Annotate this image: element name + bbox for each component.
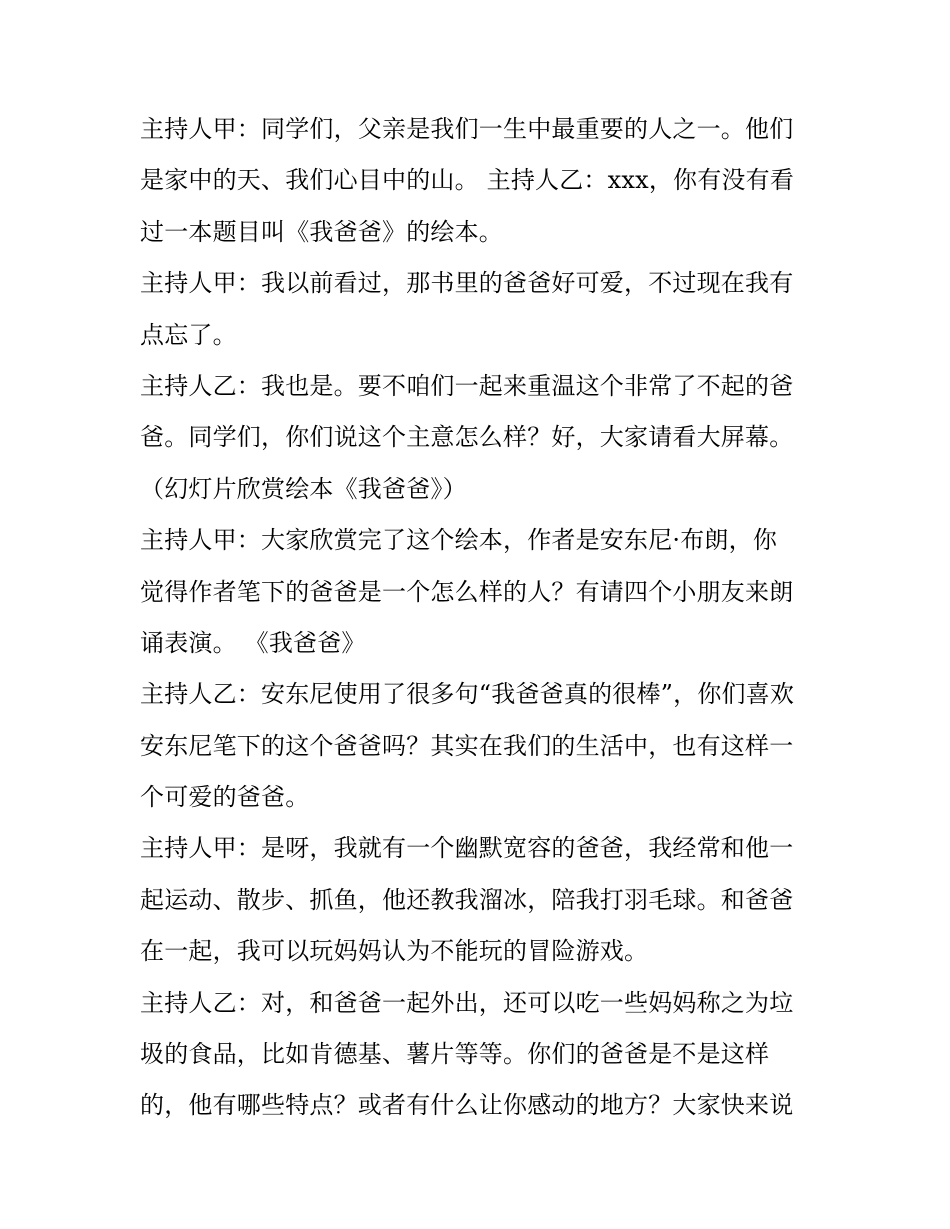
text-line: 安东尼笔下的这个爸爸吗？其实在我们的生活中，也有这样一 [140, 731, 794, 760]
text-line: 爸。同学们，你们说这个主意怎么样？好，大家请看大屏幕。 [140, 423, 794, 452]
text-line: 觉得作者笔下的爸爸是一个怎么样的人？有请四个小朋友来朗 [140, 577, 794, 606]
text-line: 诵表演。 《我爸爸》 [140, 628, 366, 657]
text-line: 主持人甲：同学们，父亲是我们一生中最重要的人之一。他们 [140, 115, 794, 143]
text-line: 圾的食品，比如肯德基、薯片等等。你们的爸爸是不是这样 [140, 1040, 770, 1069]
text-line: 个可爱的爸爸。 [140, 783, 310, 812]
text-line: 过一本题目叫《我爸爸》的绘本。 [140, 217, 503, 246]
text-line: 主持人乙：安东尼使用了很多句“我爸爸真的很棒”，你们喜欢 [140, 680, 795, 709]
text-line: 的，他有哪些特点？或者有什么让你感动的地方？大家快来说 [140, 1091, 794, 1120]
text-line: 是家中的天、我们心目中的山。 主持人乙：xxx，你有没有看 [140, 166, 795, 195]
text-line: （幻灯片欣赏绘本《我爸爸》） [140, 474, 467, 503]
document-body [140, 104, 820, 1132]
text-line: 主持人甲：我以前看过，那书里的爸爸好可爱，不过现在我有 [140, 269, 794, 298]
text-line: 起运动、散步、抓鱼，他还教我溜冰，陪我打羽毛球。和爸爸 [140, 885, 794, 914]
text-line: 主持人乙：我也是。要不咱们一起来重温这个非常了不起的爸 [140, 371, 794, 400]
text-line: 主持人乙：对，和爸爸一起外出，还可以吃一些妈妈称之为垃 [140, 988, 794, 1017]
text-line: 主持人甲：大家欣赏完了这个绘本，作者是安东尼·布朗，你 [140, 526, 778, 555]
text-line: 点忘了。 [140, 320, 237, 349]
text-line: 主持人甲：是呀，我就有一个幽默宽容的爸爸，我经常和他一 [140, 834, 794, 863]
text-line: 在一起，我可以玩妈妈认为不能玩的冒险游戏。 [140, 937, 649, 966]
